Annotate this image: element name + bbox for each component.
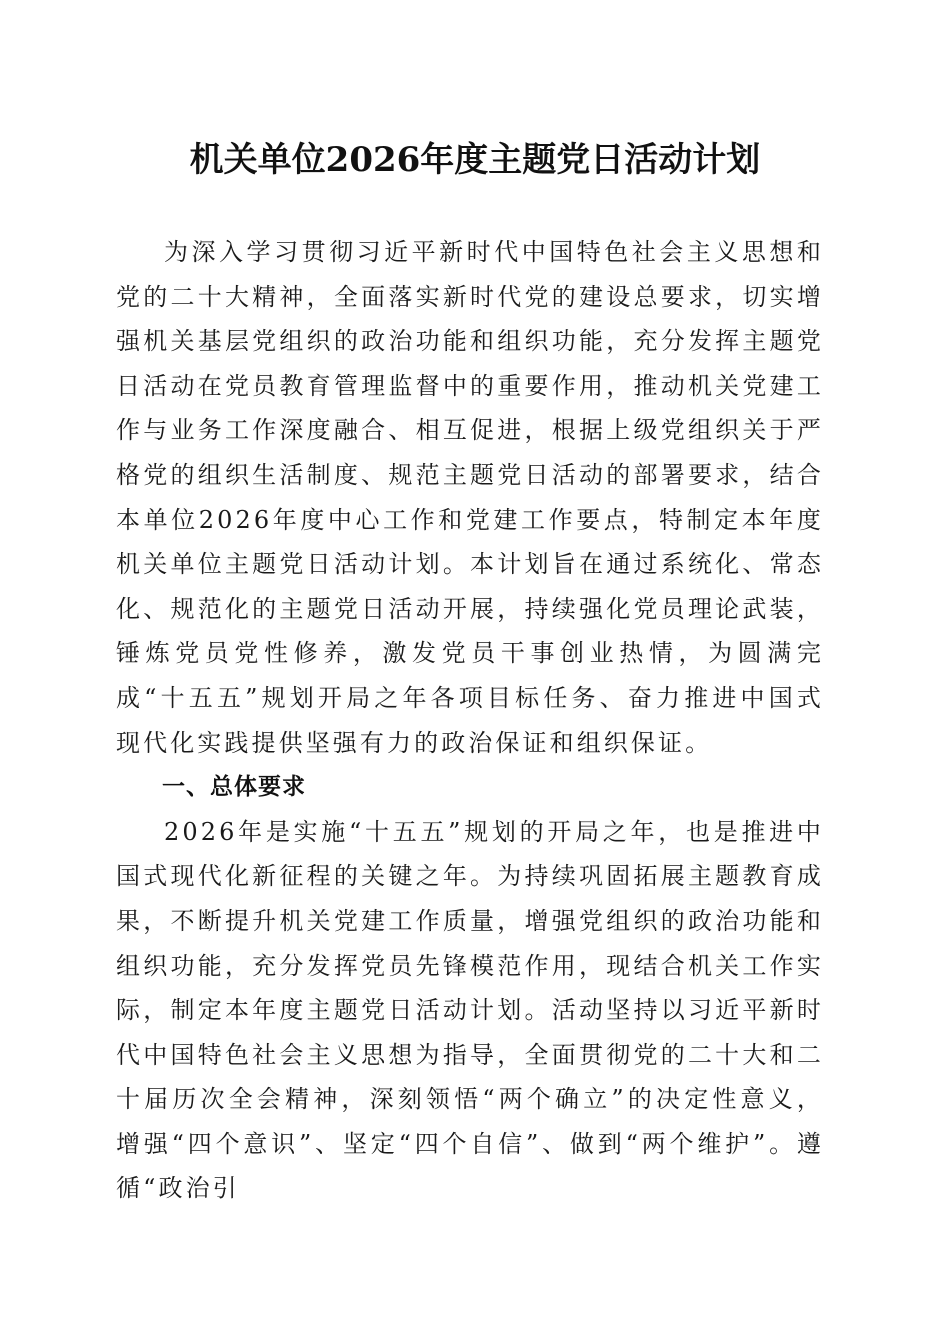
intro-paragraph: 为深入学习贯彻习近平新时代中国特色社会主义思想和党的二十大精神，全面落实新时代党的建设总要求，切实增强机关基层党组织的政治功能和组织功能，充分发挥主题党日活动在党员教育管理监督中的重要作用，推动机关党建工作与业务工作深度融合、相互促进，根据上级党组织关于严格党的组织生活制度、规范主题党日活动的部署要求，结合本单位2026年度中心工作和党建工作要点，特制定本年度机关单位主题党日活动计划。本计划旨在通过系统化、常态化、规范化的主题党日活动开展，持续强化党员理论武装，锤炼党员党性修养，激发党员干事创业热情，为圆满完成“十五五”规划开局之年各项目标任务、奋力推进中国式现代化实践提供坚强有力的政治保证和组织保证。 [116,238,824,757]
document-body [116,230,824,1211]
document-title: 机关单位2026年度主题党日活动计划 [189,140,761,180]
section-heading: 一、总体要求 [162,774,306,801]
section-paragraph: 2026年是实施“十五五”规划的开局之年，也是推进中国式现代化新征程的关键之年。为持续巩固拓展主题教育成果，不断提升机关党建工作质量，增强党组织的政治功能和组织功能，充分发挥党员先锋模范作用，现结合机关工作实际，制定本年度主题党日活动计划。活动坚持以习近平新时代中国特色社会主义思想为指导，全面贯彻党的二十大和二十届历次全会精神，深刻领悟“两个确立”的决定性意义，增强“四个意识”、坚定“四个自信”、做到“两个维护”。遵循“政治引 [116,817,824,1203]
